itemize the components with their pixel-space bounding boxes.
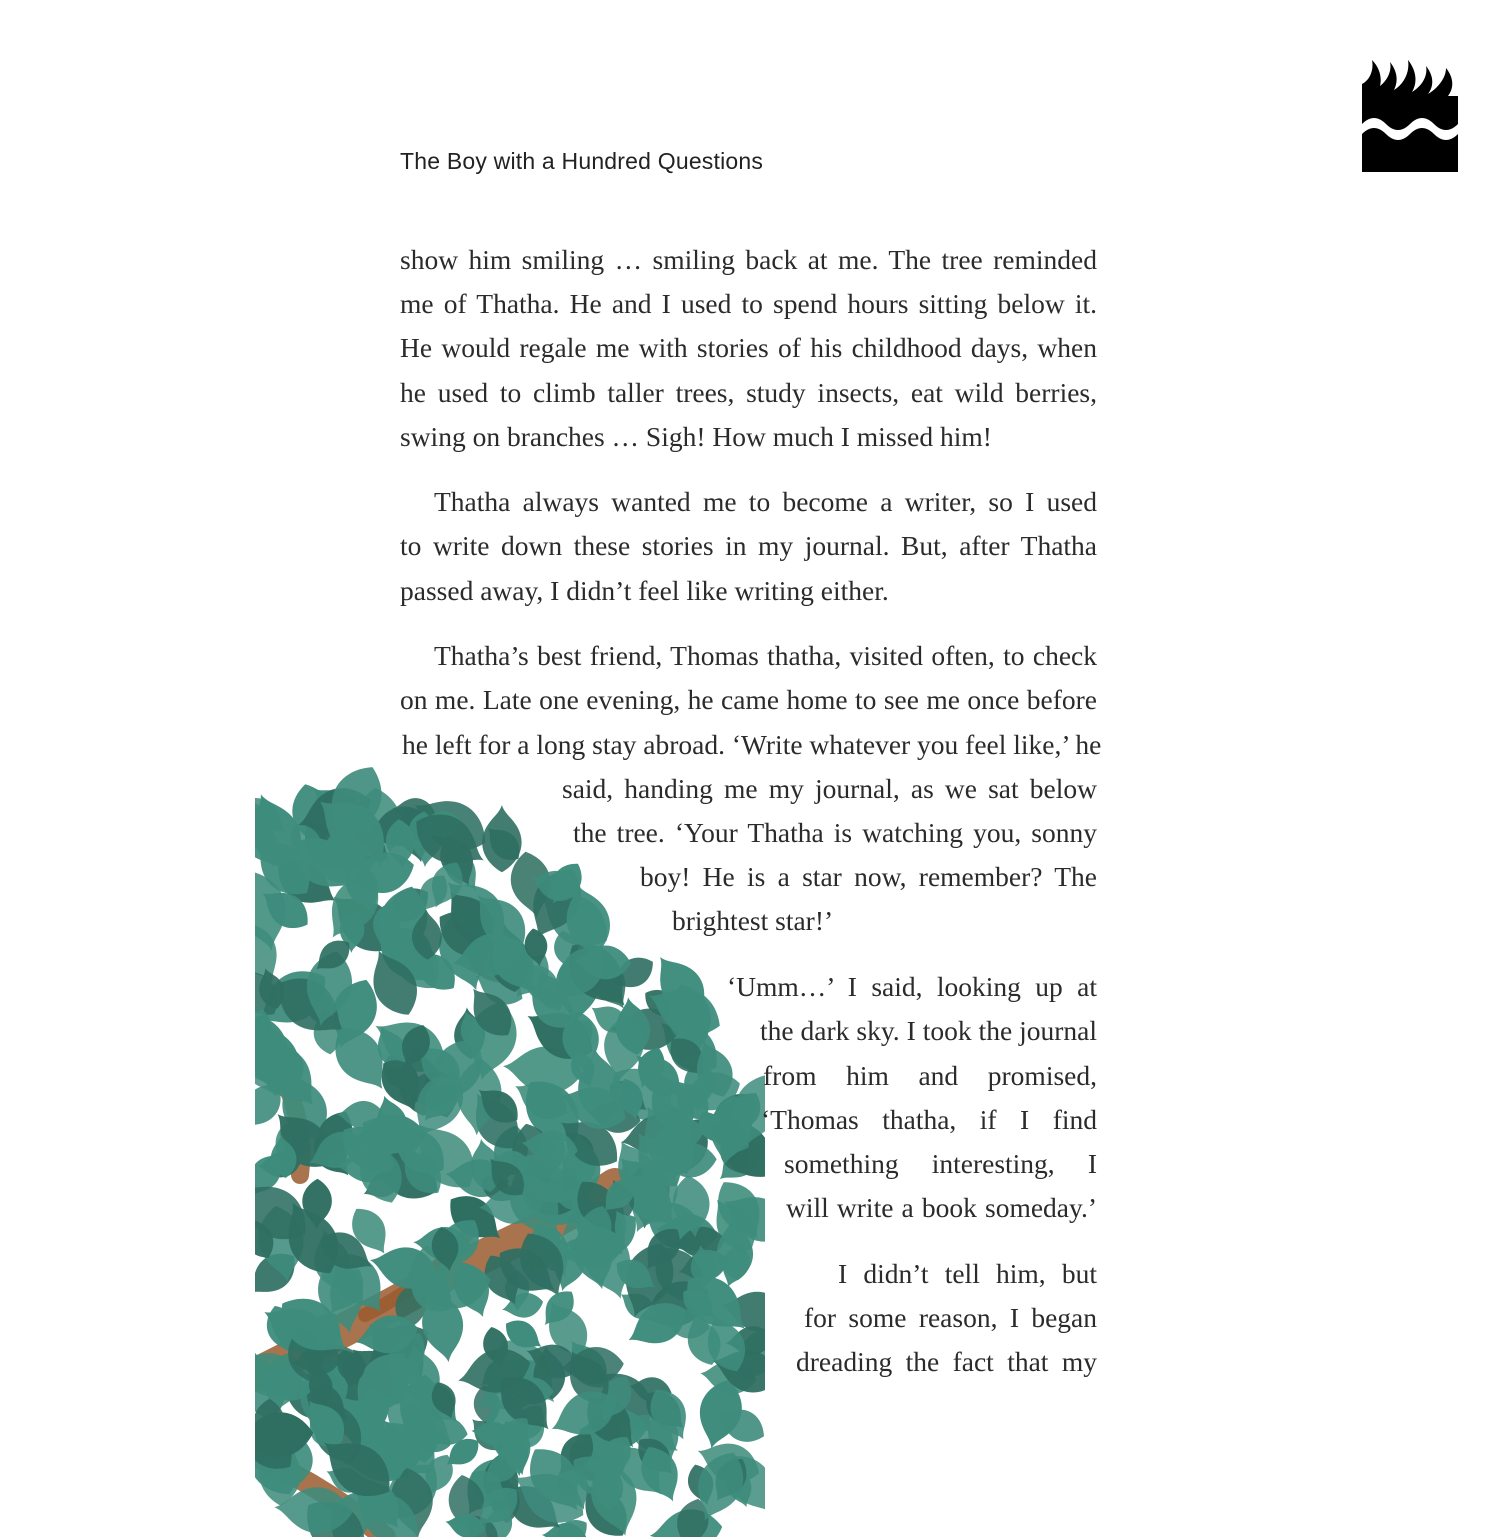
running-title: The Boy with a Hundred Questions <box>400 148 764 174</box>
text-line: to write down these stories in my journal. But, after Thatha <box>400 530 1097 561</box>
text-line: I didn’t tell him, but <box>838 1258 1097 1289</box>
text-line: dreading the fact that my <box>796 1346 1097 1377</box>
text-line: Thatha’s best friend, Thomas thatha, visited often, to check <box>434 640 1097 671</box>
text-line: ‘Thomas thatha, if I find <box>761 1104 1097 1135</box>
text-line: he used to climb taller trees, study insects, eat wild berries, <box>400 377 1097 408</box>
text-line: the tree. ‘Your Thatha is watching you, sonny <box>573 817 1097 848</box>
text-line: boy! He is a star now, remember? The <box>640 861 1097 892</box>
text-line: will write a book someday.’ <box>786 1192 1097 1223</box>
leaf <box>482 805 521 872</box>
text-line: from him and promised, <box>763 1060 1097 1091</box>
text-line: Thatha always wanted me to become a writer, so I used <box>434 486 1097 517</box>
publisher-logo-icon <box>1360 58 1460 172</box>
text-line: brightest star!’ <box>672 905 834 936</box>
text-line: said, handing me my journal, as we sat below <box>562 773 1097 804</box>
text-line: the dark sky. I took the journal <box>760 1015 1097 1046</box>
text-line: something interesting, I <box>784 1148 1097 1179</box>
text-line: me of Thatha. He and I used to spend hours sitting below it. <box>400 288 1097 319</box>
text-line: for some reason, I began <box>804 1302 1097 1333</box>
text-line: ‘Umm…’ I said, looking up at <box>727 971 1097 1002</box>
text-line: swing on branches … Sigh! How much I missed him! <box>400 421 992 452</box>
text-line: show him smiling … smiling back at me. The tree reminded <box>400 244 1097 275</box>
text-line: He would regale me with stories of his childhood days, when <box>400 332 1097 363</box>
text-line: he left for a long stay abroad. ‘Write whatever you feel like,’ he <box>402 729 1102 760</box>
text-line: passed away, I didn’t feel like writing either. <box>400 575 889 606</box>
text-line: on me. Late one evening, he came home to see me once before <box>400 684 1097 715</box>
